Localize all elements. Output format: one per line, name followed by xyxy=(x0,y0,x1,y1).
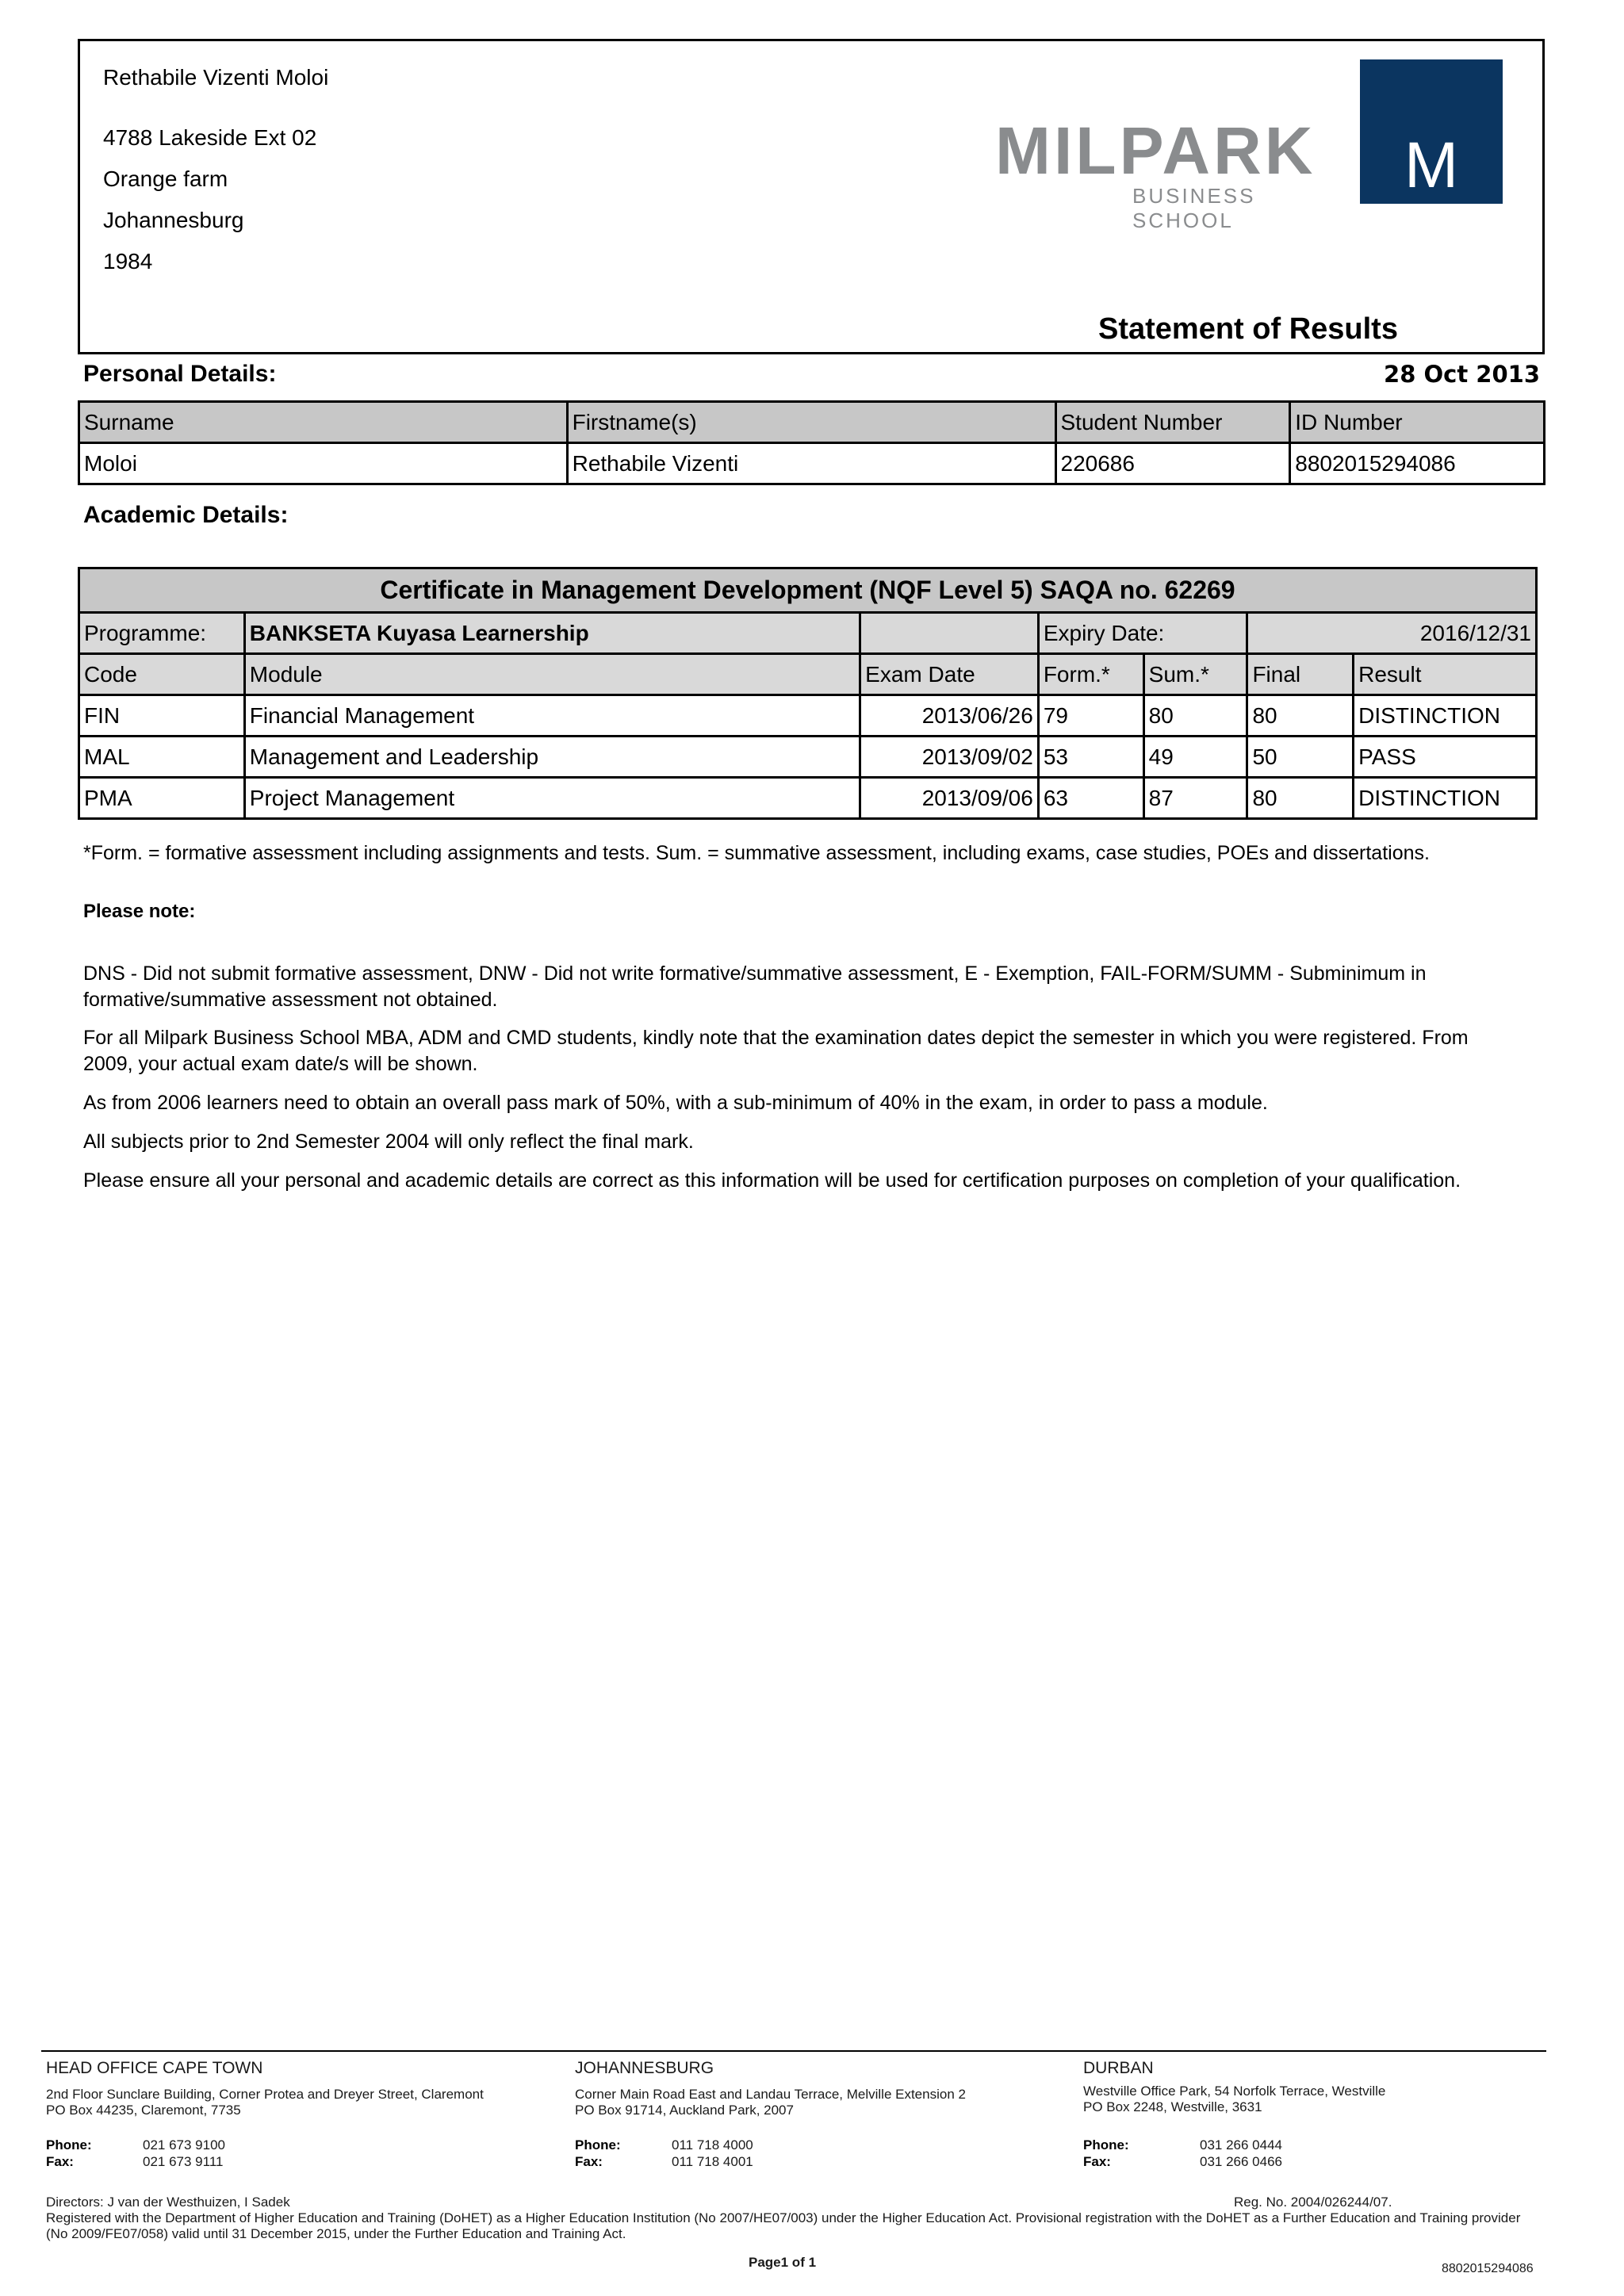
result: PASS xyxy=(1354,737,1537,778)
phone-number: 031 266 0444 xyxy=(1200,2137,1282,2152)
address-line-1: 4788 Lakeside Ext 02 xyxy=(103,125,317,150)
table-row xyxy=(79,778,1537,819)
personal-details-table xyxy=(78,400,1545,485)
final-mark: 80 xyxy=(1247,695,1354,737)
document-title: Statement of Results xyxy=(1098,312,1398,346)
summative-mark: 87 xyxy=(1143,778,1247,819)
qualification-title: Certificate in Management Development (NQF Level 5) SAQA no. 62269 xyxy=(79,568,1537,613)
student-number-header: Student Number xyxy=(1055,402,1290,443)
office-address-line-1: 2nd Floor Sunclare Building, Corner Protea and Dreyer Street, Claremont xyxy=(46,2087,484,2102)
result: DISTINCTION xyxy=(1354,695,1537,737)
note-paragraph: As from 2006 learners need to obtain an overall pass mark of 50%, with a sub-minimum of 40% in the exam, in order to pass a module. xyxy=(83,1092,1268,1114)
summative-header: Sum.* xyxy=(1143,654,1247,695)
formative-header: Form.* xyxy=(1038,654,1143,695)
final-header: Final xyxy=(1247,654,1354,695)
student-number-value: 220686 xyxy=(1055,443,1290,484)
table-row xyxy=(79,695,1537,737)
expiry-label: Expiry Date: xyxy=(1038,613,1247,654)
address-line-2: Orange farm xyxy=(103,166,228,191)
formative-mark: 63 xyxy=(1038,778,1143,819)
note-paragraph: For all Milpark Business School MBA, ADM and CMD students, kindly note that the examination dates depict the semester in which you were registered. From 2009, your actual exam date/s will be shown. xyxy=(83,1027,1469,1075)
document-date: 28 Oct 2013 xyxy=(1384,361,1540,388)
qualification-row xyxy=(79,568,1537,613)
footer-divider xyxy=(41,2050,1546,2052)
recipient-name: Rethabile Vizenti Moloi xyxy=(103,65,329,90)
office-address-line-2: PO Box 2248, Westville, 3631 xyxy=(1083,2099,1262,2114)
module-code: MAL xyxy=(79,737,245,778)
academic-results-table xyxy=(78,567,1538,820)
code-header: Code xyxy=(79,654,245,695)
registration-number: Reg. No. 2004/026244/07. xyxy=(1234,2195,1392,2210)
office-address-line-2: PO Box 44235, Claremont, 7735 xyxy=(46,2103,241,2118)
phone-label: Phone: xyxy=(1083,2137,1129,2152)
phone-number: 021 673 9100 xyxy=(143,2137,225,2152)
please-note-heading: Please note: xyxy=(83,901,196,922)
module-code: FIN xyxy=(79,695,245,737)
logo-wordmark: MILPARK xyxy=(995,113,1316,188)
module-name: Project Management xyxy=(244,778,860,819)
final-mark: 50 xyxy=(1247,737,1354,778)
programme-label: Programme: xyxy=(79,613,245,654)
formative-mark: 79 xyxy=(1038,695,1143,737)
office-address-line-2: PO Box 91714, Auckland Park, 2007 xyxy=(575,2103,794,2118)
summative-mark: 80 xyxy=(1143,695,1247,737)
firstname-header: Firstname(s) xyxy=(567,402,1055,443)
address-line-3: Johannesburg xyxy=(103,208,244,232)
office-name: DURBAN xyxy=(1083,2059,1154,2077)
expiry-value: 2016/12/31 xyxy=(1247,613,1537,654)
summative-mark: 49 xyxy=(1143,737,1247,778)
fax-number: 021 673 9111 xyxy=(143,2154,224,2169)
programme-row xyxy=(79,613,1537,654)
academic-details-heading: Academic Details: xyxy=(83,502,289,528)
office-address-line-1: Westville Office Park, 54 Norfolk Terrace, Westville xyxy=(1083,2084,1386,2099)
id-number-header: ID Number xyxy=(1290,402,1545,443)
programme-blank xyxy=(860,613,1039,654)
exam-date: 2013/06/26 xyxy=(860,695,1039,737)
directors: Directors: J van der Westhuizen, I Sadek xyxy=(46,2195,290,2210)
fax-label: Fax: xyxy=(575,2154,603,2169)
phone-label: Phone: xyxy=(46,2137,92,2152)
office-address xyxy=(575,2087,1067,2118)
firstname-value: Rethabile Vizenti xyxy=(567,443,1055,484)
logo-letter: M xyxy=(1404,129,1459,201)
personal-details-heading: Personal Details: xyxy=(83,361,277,387)
page-number: Page1 of 1 xyxy=(749,2255,817,2270)
phone-label: Phone: xyxy=(575,2137,621,2152)
personal-header-row xyxy=(79,402,1545,443)
module-name: Financial Management xyxy=(244,695,860,737)
fax-label: Fax: xyxy=(46,2154,74,2169)
office-name: JOHANNESBURG xyxy=(575,2059,714,2077)
fax-label: Fax: xyxy=(1083,2154,1111,2169)
office-address xyxy=(46,2087,553,2118)
note-paragraph: Please ensure all your personal and academic details are correct as this information will be used for certification purposes on completion of your qualification. xyxy=(83,1169,1461,1192)
exam-date-header: Exam Date xyxy=(860,654,1039,695)
surname-value: Moloi xyxy=(79,443,568,484)
id-reference: 8802015294086 xyxy=(1442,2262,1534,2275)
office-address-line-1: Corner Main Road East and Landau Terrace, Melville Extension 2 xyxy=(575,2087,966,2102)
module-header: Module xyxy=(244,654,860,695)
fax-number: 011 718 4001 xyxy=(672,2154,753,2169)
note-paragraph: DNS - Did not submit formative assessment, DNW - Did not write formative/summative assessment, E - Exemption, FAIL-FORM/SUMM - Subminimum in formative/summative assessment not obtained. xyxy=(83,962,1427,1011)
logo-subtitle: BUSINESS SCHOOL xyxy=(1132,184,1256,232)
registration-statement: Registered with the Department of Higher Education and Training (DoHET) as a Higher Education Institution (No 2007/HE07/003) under the Higher Education Act. Provisional registration with the DoHET as a Further Education and Training provider (No 2009/FE07/058) valid until 31 December 2015, under the Further Education and Training Act. xyxy=(46,2210,1521,2241)
result-header: Result xyxy=(1354,654,1537,695)
exam-date: 2013/09/02 xyxy=(860,737,1039,778)
note-paragraph: All subjects prior to 2nd Semester 2004 will only reflect the final mark. xyxy=(83,1131,694,1153)
office-address xyxy=(1083,2084,1527,2115)
module-name: Management and Leadership xyxy=(244,737,860,778)
office-name: HEAD OFFICE CAPE TOWN xyxy=(46,2059,263,2077)
assessment-footnote: *Form. = formative assessment including assignments and tests. Sum. = summative assessment, including exams, case studies, POEs and dissertations. xyxy=(83,842,1430,864)
id-number-value: 8802015294086 xyxy=(1290,443,1545,484)
programme-value: BANKSETA Kuyasa Learnership xyxy=(244,613,860,654)
result: DISTINCTION xyxy=(1354,778,1537,819)
phone-number: 011 718 4000 xyxy=(672,2137,753,2152)
module-code: PMA xyxy=(79,778,245,819)
address-line-4: 1984 xyxy=(103,249,153,274)
fax-number: 031 266 0466 xyxy=(1200,2154,1282,2169)
column-header-row xyxy=(79,654,1537,695)
final-mark: 80 xyxy=(1247,778,1354,819)
formative-mark: 53 xyxy=(1038,737,1143,778)
table-row xyxy=(79,737,1537,778)
personal-value-row xyxy=(79,443,1545,484)
surname-header: Surname xyxy=(79,402,568,443)
exam-date: 2013/09/06 xyxy=(860,778,1039,819)
